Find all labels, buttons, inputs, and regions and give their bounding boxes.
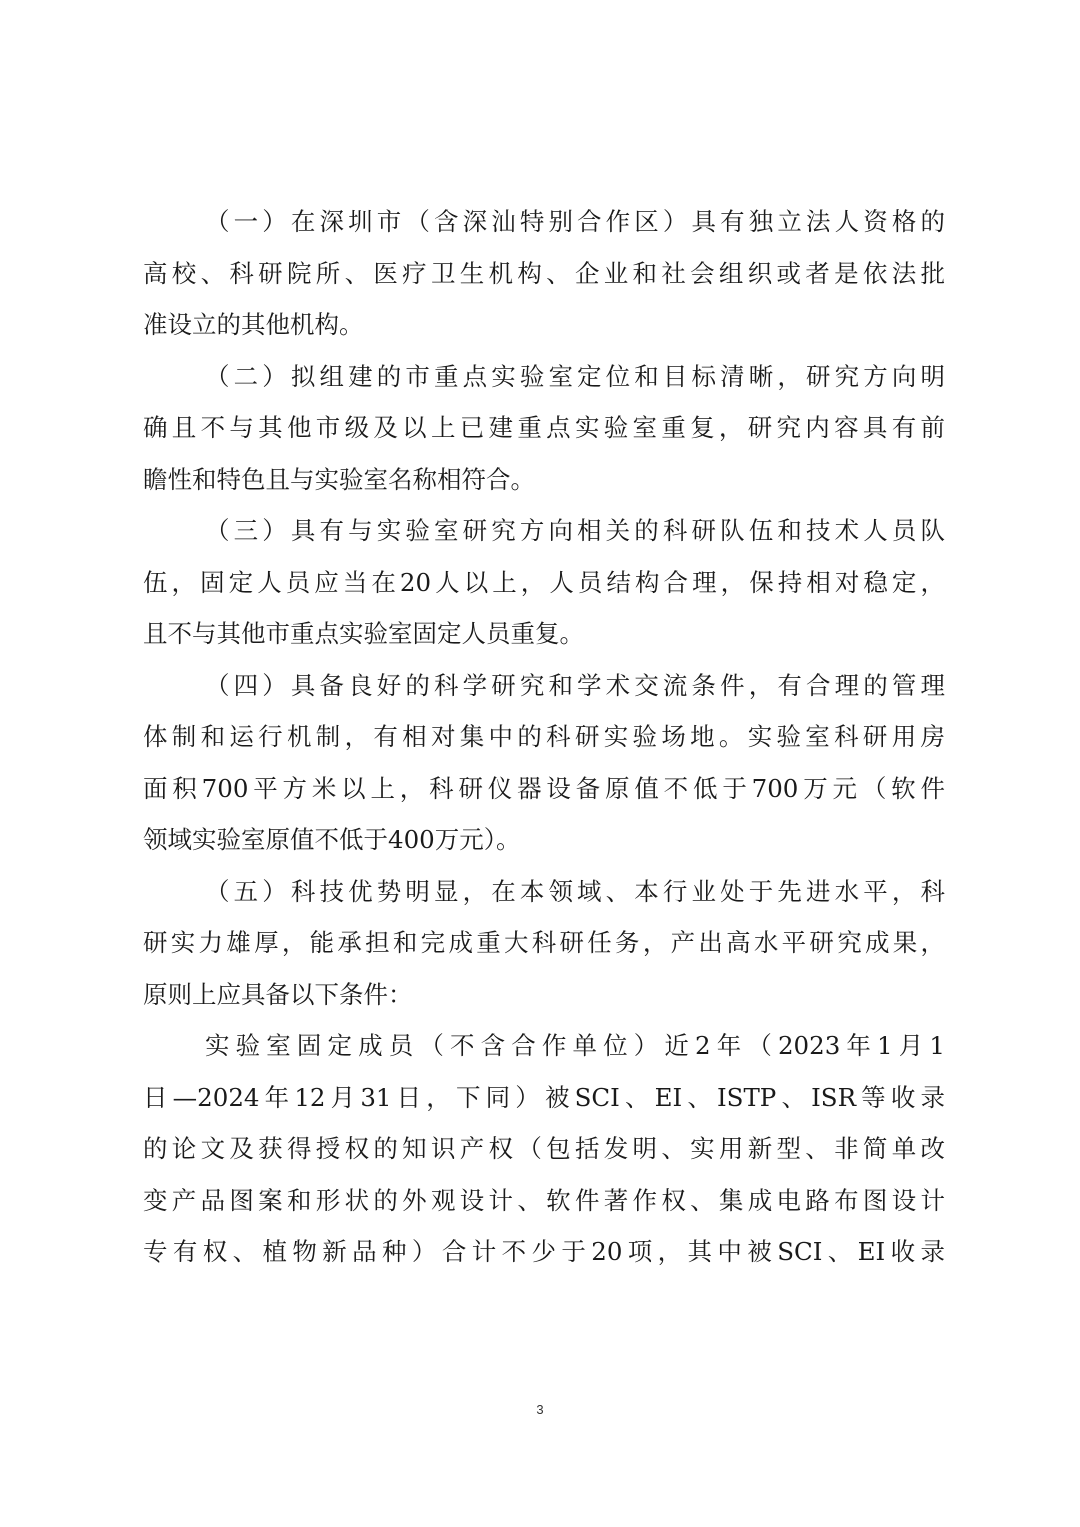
text-line: （一）在深圳市（含深汕特别合作区）具有独立法人资格的 [205, 207, 945, 236]
paragraph-3 [143, 505, 945, 660]
text-line: （五）科技优势明显，在本领域、本行业处于先进水平，科 [205, 876, 945, 906]
document-body [143, 196, 945, 1278]
text-line: 变产品图案和形状的外观设计、软件著作权、集成电路布图设计 [143, 1185, 945, 1215]
paragraph-6 [143, 1020, 945, 1278]
text-line: 且不与其他市重点实验室固定人员重复。 [143, 619, 584, 648]
text-line: 确且不与其他市级及以上已建重点实验室重复，研究内容具有前 [143, 413, 945, 442]
paragraph-1 [143, 196, 945, 351]
text-line: 领域实验室原值不低于400万元）。 [143, 825, 521, 854]
text-line: （四）具备良好的科学研究和学术交流条件，有合理的管理 [205, 670, 945, 700]
text-line: 研实力雄厚，能承担和完成重大科研任务，产出高水平研究成果， [143, 928, 945, 957]
paragraph-2 [143, 351, 945, 506]
text-line: 的论文及获得授权的知识产权（包括发明、实用新型、非简单改 [143, 1134, 945, 1163]
text-line: 面积700平方米以上，科研仪器设备原值不低于700万元（软件 [143, 773, 945, 803]
text-line: 伍，固定人员应当在20人以上，人员结构合理，保持相对稳定， [143, 567, 945, 597]
text-line: 体制和运行机制，有相对集中的科研实验场地。实验室科研用房 [143, 722, 945, 751]
text-line: 高校、科研院所、医疗卫生机构、企业和社会组织或者是依法批 [143, 258, 945, 288]
text-line: 准设立的其他机构。 [143, 310, 364, 339]
paragraph-4 [143, 660, 945, 866]
paragraph-5 [143, 866, 945, 1021]
text-line: 日—2024年12月31日，下同）被SCI、EI、ISTP、ISR等收录 [143, 1082, 945, 1112]
text-line: 瞻性和特色且与实验室名称相符合。 [143, 464, 535, 494]
text-line: 专有权、植物新品种）合计不少于20项，其中被SCI、EI收录 [143, 1237, 945, 1266]
text-line: （三）具有与实验室研究方向相关的科研队伍和技术人员队 [205, 516, 945, 545]
text-line: 原则上应具备以下条件： [143, 979, 413, 1009]
page-number: 3 [536, 1402, 544, 1417]
text-line: 实验室固定成员（不含合作单位）近2年（2023年1月1 [205, 1031, 945, 1060]
text-line: （二）拟组建的市重点实验室定位和目标清晰，研究方向明 [205, 361, 945, 391]
